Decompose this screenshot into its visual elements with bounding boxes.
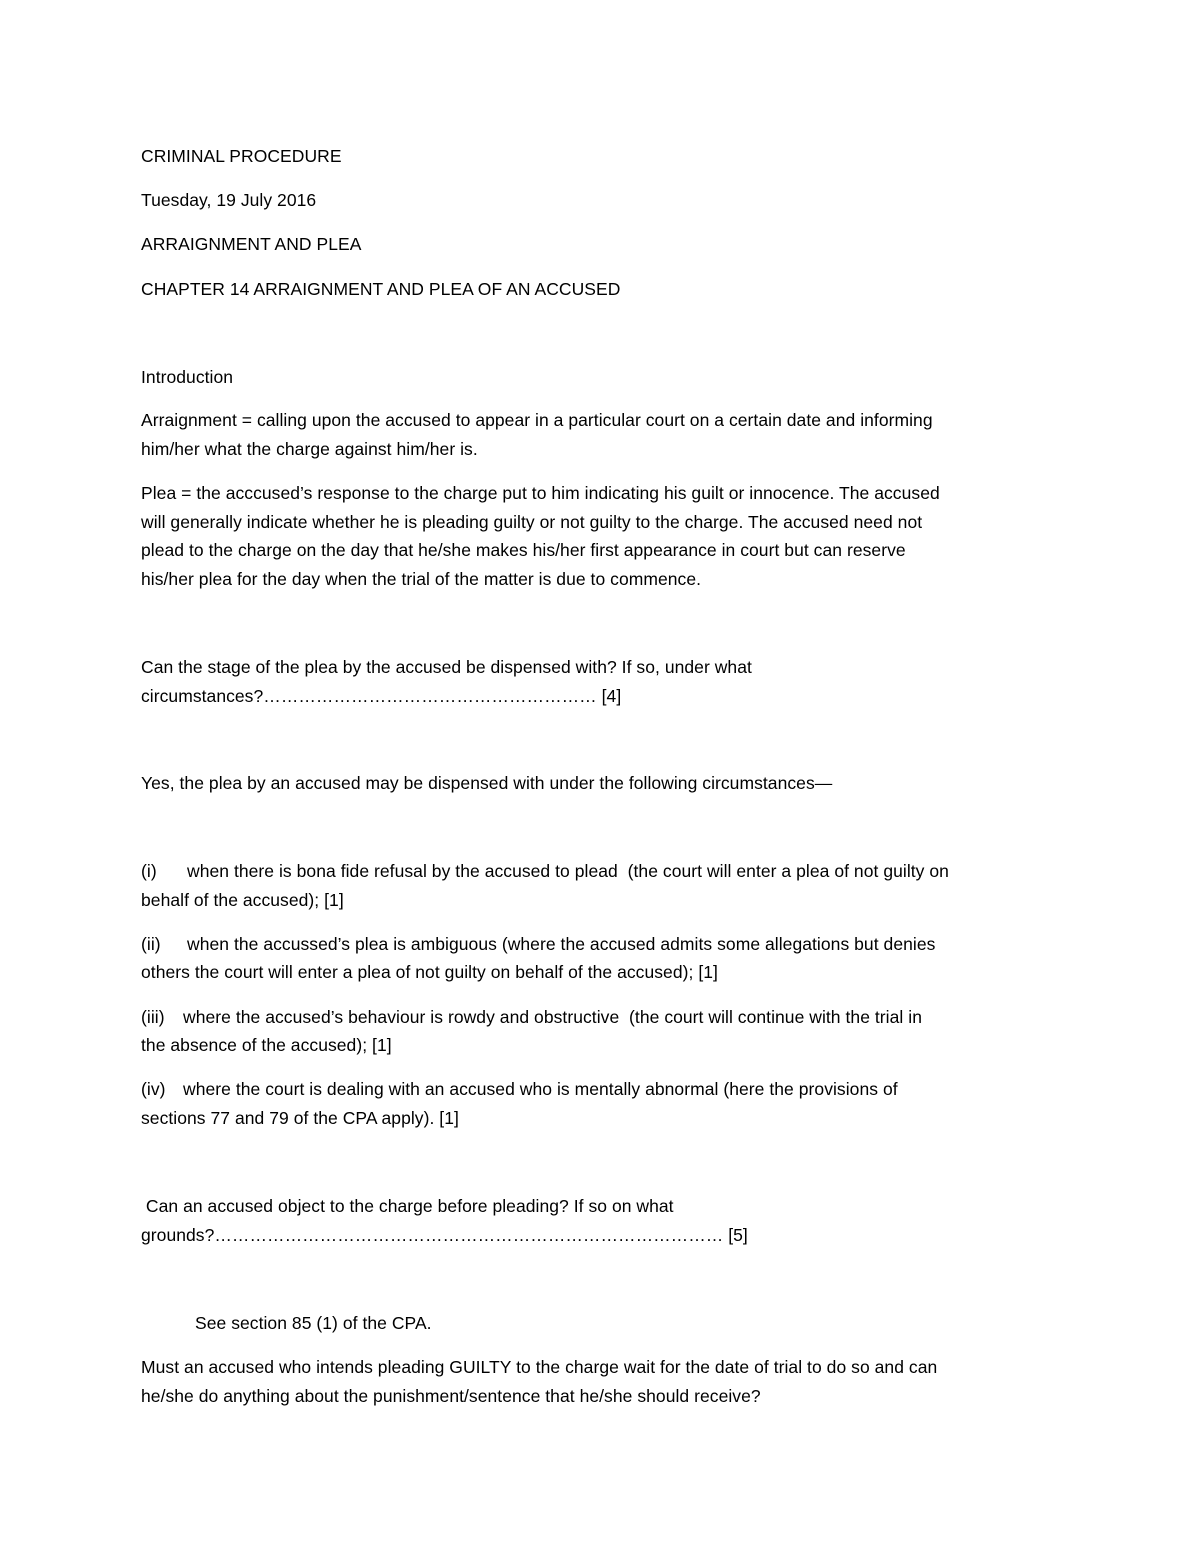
answer-item-i-line-2: behalf of the accused); [1] xyxy=(141,890,344,910)
answer-2-reference: See section 85 (1) of the CPA. xyxy=(195,1313,432,1333)
item-text: when there is bona fide refusal by the accused to plead (the court will enter a plea of not guilty on xyxy=(187,861,949,881)
item-number: (iii) xyxy=(141,1007,165,1027)
question-3-line-1: Must an accused who intends pleading GUILTY to the charge wait for the date of trial to do so and can xyxy=(141,1357,938,1377)
item-number: (ii) xyxy=(141,934,161,954)
answer-item-ii xyxy=(141,930,935,958)
lecture-date: Tuesday, 19 July 2016 xyxy=(141,190,317,210)
answer-item-iii-line-2: the absence of the accused); [1] xyxy=(141,1035,392,1055)
question-1-line-1: Can the stage of the plea by the accused be dispensed with? If so, under what xyxy=(141,657,752,677)
answer-item-iv-line-2: sections 77 and 79 of the CPA apply). [1] xyxy=(141,1108,459,1128)
answer-item-ii-line-2: others the court will enter a plea of not guilty on behalf of the accused); [1] xyxy=(141,962,718,982)
item-text: where the court is dealing with an accused who is mentally abnormal (here the provisions of xyxy=(183,1079,898,1099)
answer-item-i xyxy=(141,857,949,885)
item-text: where the accused’s behaviour is rowdy and obstructive (the court will continue with the trial in xyxy=(183,1007,922,1027)
plea-definition-line-4: his/her plea for the day when the trial of the matter is due to commence. xyxy=(141,569,702,589)
question-3-line-2: he/she do anything about the punishment/sentence that he/she should receive? xyxy=(141,1386,761,1406)
plea-definition-line-1: Plea = the acccused’s response to the charge put to him indicating his guilt or innocence. The accused xyxy=(141,483,940,503)
intro-heading: Introduction xyxy=(141,367,234,387)
item-number: (iv) xyxy=(141,1079,166,1099)
course-title: CRIMINAL PROCEDURE xyxy=(141,146,342,166)
chapter-title: CHAPTER 14 ARRAIGNMENT AND PLEA OF AN ACCUSED xyxy=(141,279,621,299)
topic-title: ARRAIGNMENT AND PLEA xyxy=(141,234,362,254)
arraignment-definition-line-1: Arraignment = calling upon the accused to appear in a particular court on a certain date and informing xyxy=(141,410,933,430)
item-number: (i) xyxy=(141,861,157,881)
plea-definition-line-3: plead to the charge on the day that he/she makes his/her first appearance in court but can reserve xyxy=(141,540,906,560)
answer-1-lead: Yes, the plea by an accused may be dispensed with under the following circumstances— xyxy=(141,773,833,793)
answer-item-iii xyxy=(141,1003,922,1031)
question-2-line-1: Can an accused object to the charge before pleading? If so on what xyxy=(141,1196,674,1216)
question-1-line-2: circumstances?………………………………………………… [4] xyxy=(141,686,622,706)
answer-item-iv xyxy=(141,1075,898,1103)
plea-definition-line-2: will generally indicate whether he is pleading guilty or not guilty to the charge. The accused need not xyxy=(141,512,923,532)
question-2-line-2: grounds?…………………………………………………………………………… [5] xyxy=(141,1225,748,1245)
item-text: when the accussed’s plea is ambiguous (where the accused admits some allegations but denies xyxy=(187,934,936,954)
arraignment-definition-line-2: him/her what the charge against him/her is. xyxy=(141,439,478,459)
